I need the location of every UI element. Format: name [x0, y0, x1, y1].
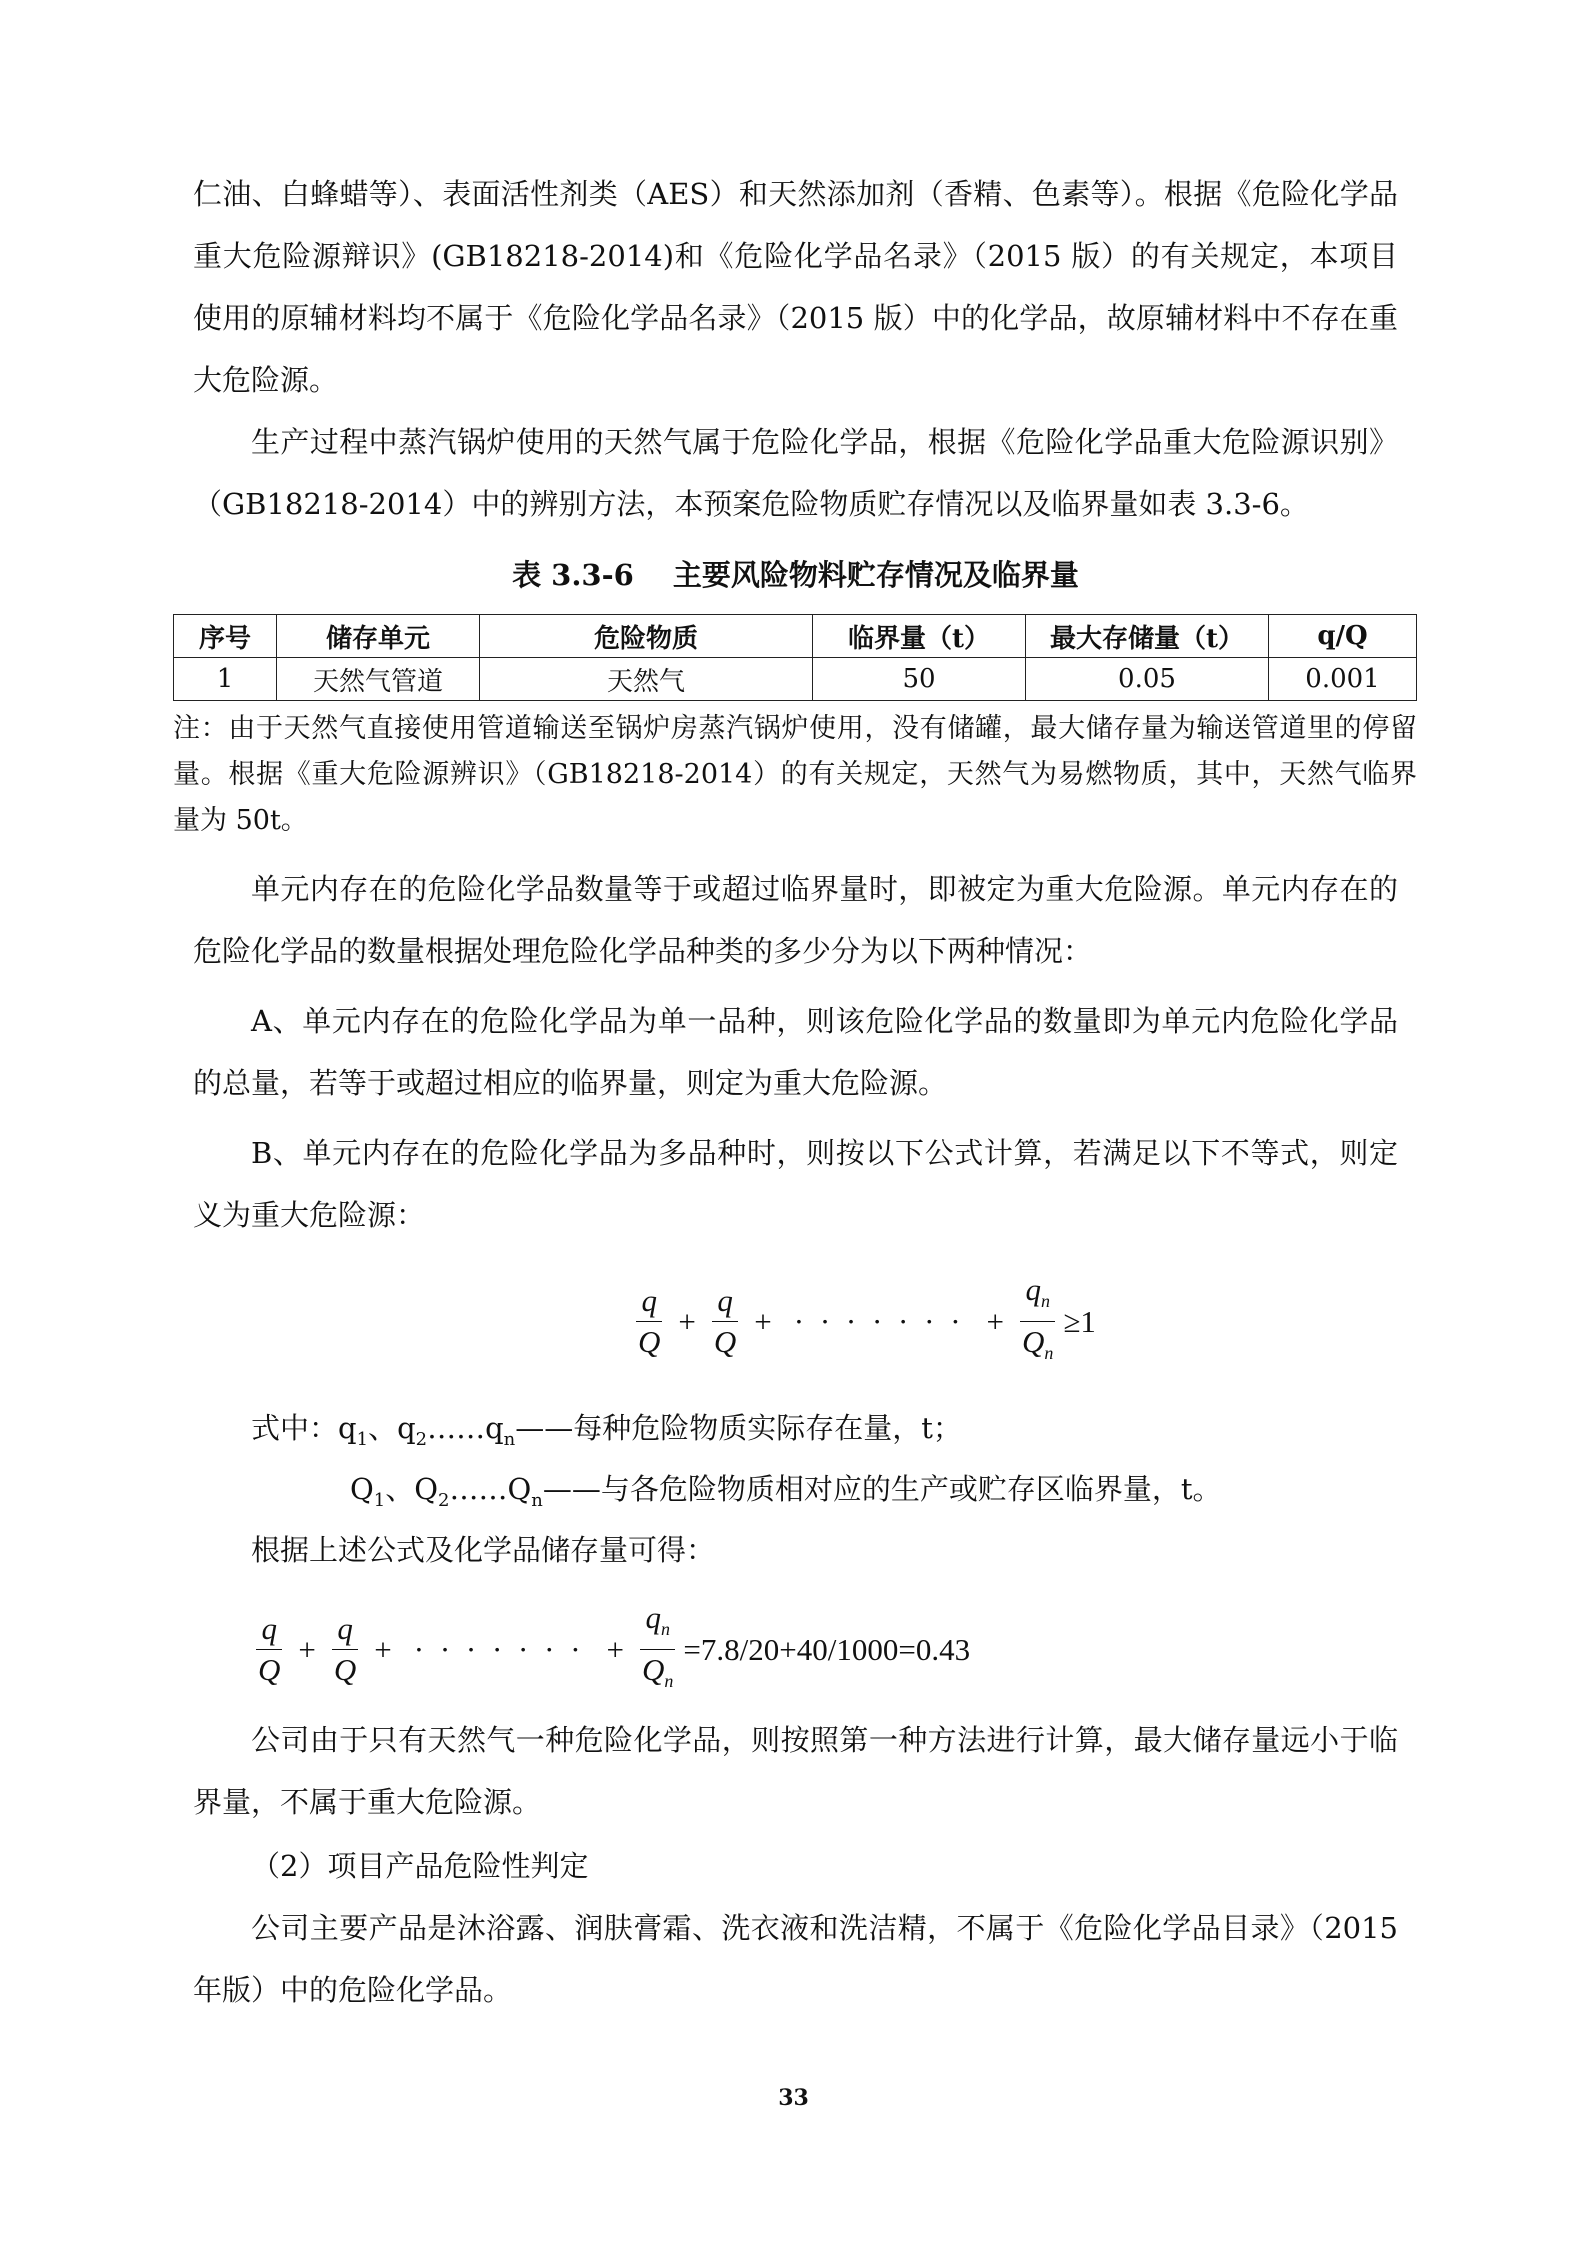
- variable-definition-Q: $Q_1$、$Q_2\dots\dots Q_n——$与各危险物质相对应的生产或贮存区临界量，t。: [350, 1472, 1222, 1511]
- cell-index: 1: [174, 658, 277, 701]
- col-header-ratio: q/Q: [1269, 615, 1417, 658]
- paragraph-raw-materials: 仁油、白蜂蜡等）、表面活性剂类（AES）和天然添加剂（香精、色素等）。根据《危险化学品重大危险源辩识》(GB18218-2014)和《危险化学品名录》（2015 版）的有关规定，本项目使用的原辅材料均不属于《危险化学品名录》（2015 版）中的化学品，故原辅材料中不存在重大危险源。: [193, 177, 1398, 397]
- table-note: 注：由于天然气直接使用管道输送至锅炉房蒸汽锅炉使用，没有储罐，最大储存量为输送管道里的停留量。根据《重大危险源辨识》（GB18218-2014）的有关规定，天然气为易燃物质，其中，天然气临界量为 50t。: [173, 713, 1417, 836]
- paragraph-conclusion: 公司由于只有天然气一种危险化学品，则按照第一种方法进行计算，最大储存量远小于临界量，不属于重大危险源。: [193, 1723, 1398, 1819]
- variable-definition-q: 式中：$q_1$、$q_2\dots\dots q_n——$每种危险物质实际存在量，t；: [251, 1411, 962, 1450]
- paragraph-case-b: B、单元内存在的危险化学品为多品种时，则按以下公式计算，若满足以下不等式，则定义为重大危险源：: [193, 1136, 1398, 1232]
- paragraph-products: 公司主要产品是沐浴露、润肤膏霜、洗衣液和洗洁精，不属于《危险化学品目录》（2015 年版）中的危险化学品。: [193, 1911, 1398, 2007]
- col-header-threshold: 临界量（t）: [813, 615, 1026, 658]
- table-caption: 表 3.3-6 主要风险物料贮存情况及临界量: [512, 558, 1079, 592]
- col-header-storage-unit: 储存单元: [277, 615, 480, 658]
- risk-material-table: [173, 614, 1417, 701]
- calculation-formula: $\frac{q}{Q}$ + $\frac{q}{Q}$ + · · · · · · · + $\frac{q_n}{Q_n}$ =7.8/20+40/1000=0.43: [258, 1600, 971, 1692]
- col-header-index: 序号: [174, 615, 277, 658]
- paragraph-definition: 单元内存在的危险化学品数量等于或超过临界量时，即被定为重大危险源。单元内存在的危险化学品的数量根据处理危险化学品种类的多少分为以下两种情况：: [193, 872, 1398, 968]
- paragraph-calculation-lead: 根据上述公式及化学品储存量可得：: [251, 1533, 716, 1567]
- col-header-hazard-substance: 危险物质: [480, 615, 813, 658]
- fraction-n: $\frac{q_n}{Q_n}$: [1022, 1272, 1054, 1364]
- table-header-row: [174, 615, 1417, 658]
- cell-max-storage: 0.05: [1026, 658, 1269, 701]
- cell-threshold: 50: [813, 658, 1026, 701]
- inequality-formula: $\frac{q}{Q}$ + $\frac{q}{Q}$ + · · · · · · · + $\frac{q_n}{Q_n}$ ≥1: [632, 1270, 1096, 1373]
- page-number: 33: [778, 2085, 809, 2111]
- calculation-result: =7.8/20+40/1000=0.43: [683, 1631, 971, 1667]
- cell-storage-unit: 天然气管道: [277, 658, 480, 701]
- cell-hazard-substance: 天然气: [480, 658, 813, 701]
- section-heading-product-hazard: （2）项目产品危险性判定: [251, 1849, 589, 1883]
- paragraph-case-a: A、单元内存在的危险化学品为单一品种，则该危险化学品的数量即为单元内危险化学品的总量，若等于或超过相应的临界量，则定为重大危险源。: [193, 1004, 1398, 1100]
- table-row: [174, 658, 1417, 701]
- paragraph-natural-gas: 生产过程中蒸汽锅炉使用的天然气属于危险化学品，根据《危险化学品重大危险源识别》（GB18218-2014）中的辨别方法，本预案危险物质贮存情况以及临界量如表 3.3-6。: [193, 425, 1398, 521]
- cell-ratio: 0.001: [1269, 658, 1417, 701]
- fraction-1: $\frac{q}{Q}$: [638, 1283, 661, 1360]
- fraction-2: $\frac{q}{Q}$: [713, 1283, 737, 1360]
- col-header-max-storage: 最大存储量（t）: [1026, 615, 1269, 658]
- formula-comparison: ≥1: [1063, 1303, 1096, 1339]
